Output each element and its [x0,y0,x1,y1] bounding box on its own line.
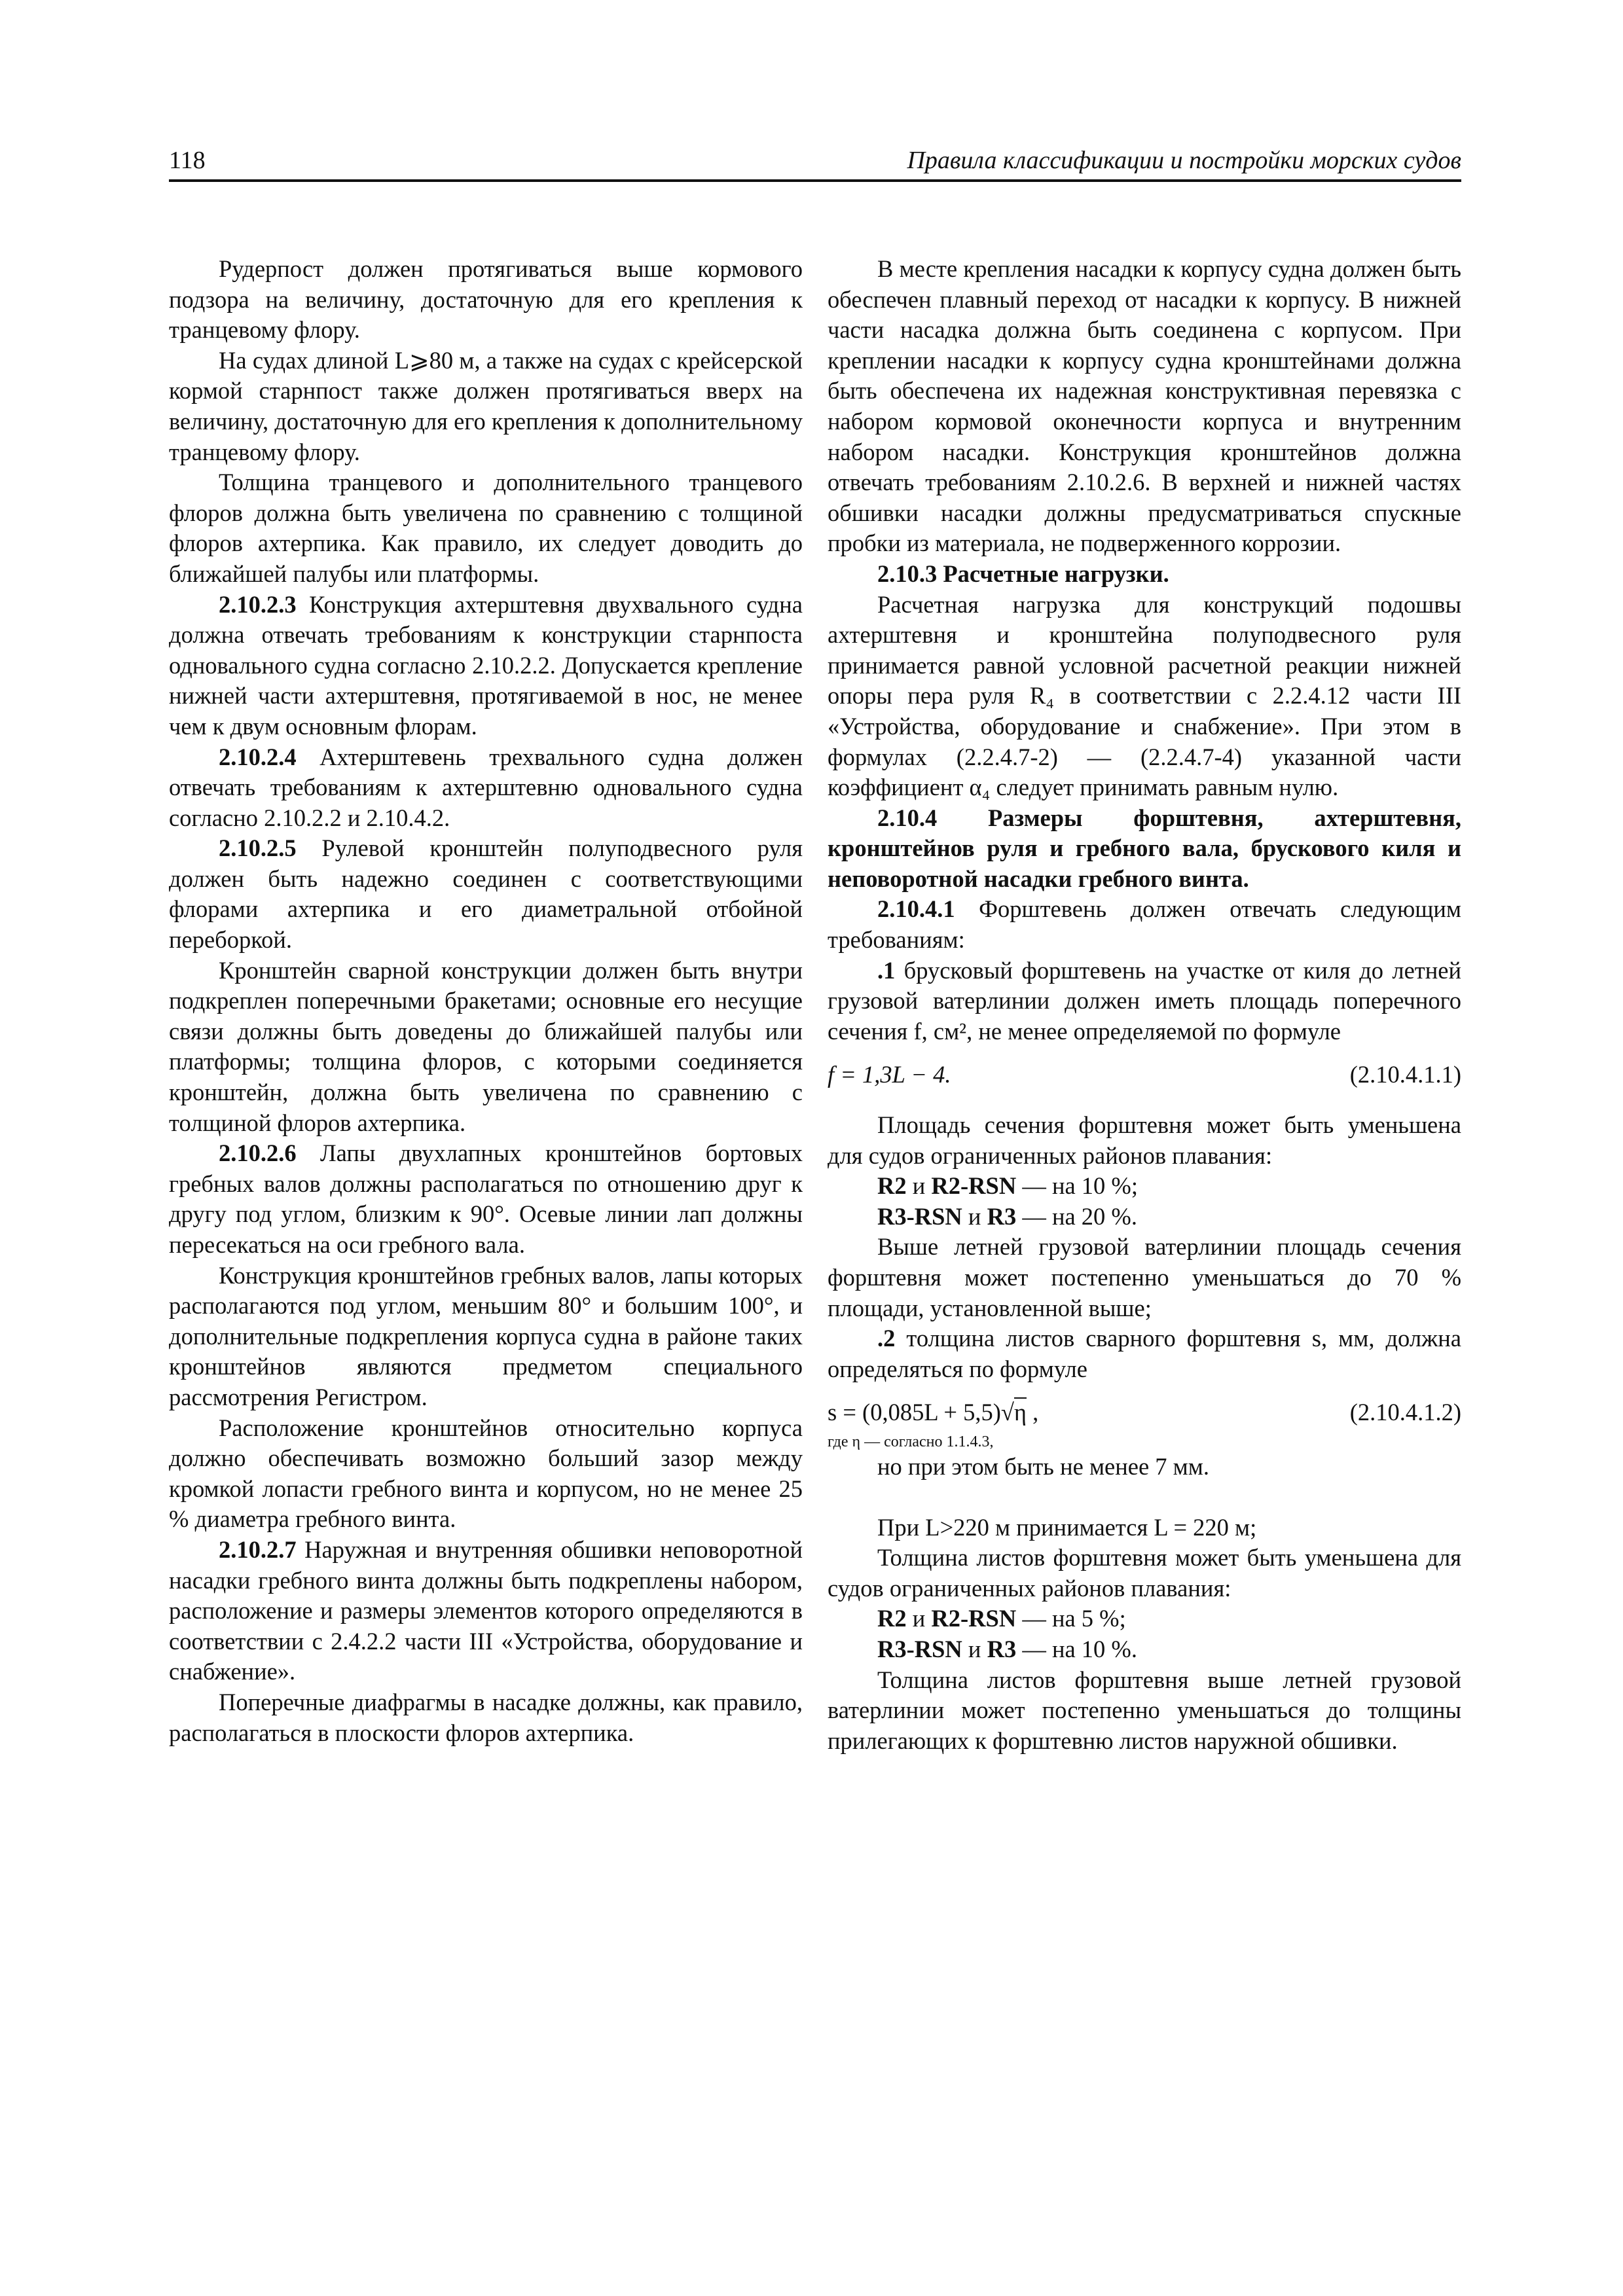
paragraph: Выше летней грузовой ватерлинии площадь сечения форштевня может постепенно уменьшаться до 70 % площади, установленной выше; [828,1233,1461,1321]
section-2-10-4-1: 2.10.4.1 Форштевень должен отвечать следующим требованиям: [828,895,1461,954]
formula-number: (2.10.4.1.1) [1349,1061,1461,1088]
list-item: .1 брусковый форштевень на участке от киля до летней грузовой ватерлинии должен иметь площадь поперечного сечения f, см², не менее определяемой по формуле [828,956,1461,1045]
reduction-r3: R3-RSN и R3 — на 10 %. [877,1635,1137,1662]
running-title: Правила классификации и постройки морских судов [907,147,1461,174]
paragraph: Площадь сечения форштевня может быть уменьшена для судов ограниченных районов плавания: [828,1111,1461,1169]
paragraph: Толщина транцевого и дополнительного транцевого флоров должна быть увеличена по сравнению с толщиной флоров ахтерпика. Как правило, их следует доводить до ближайшей палубы или платформы. [169,469,803,587]
item-number: .2 [877,1325,896,1352]
formula-2-10-4-1-2 [828,1397,1461,1428]
formula-2-10-4-1-1 [828,1060,1461,1090]
paragraph: При L>220 м принимается L = 220 м; [877,1513,1257,1541]
formula-expression: s = (0,085L + 5,5)√η , [828,1399,1039,1426]
section-number: 2.10.4.1 [877,895,955,923]
paragraph: Конструкция кронштейнов гребных валов, лапы которых располагаются под углом, меньшим 80° и большим 100°, и дополнительные подкрепления корпуса судна в районе таких кронштейнов являются предметом специального рассмотрения Регистром. [169,1261,803,1410]
item-number: .1 [877,956,896,984]
section-heading-2-10-3: 2.10.3 Расчетные нагрузки. [877,560,1169,587]
paragraph: Толщина листов форштевня выше летней грузовой ватерлинии может постепенно уменьшаться до толщины прилегающих к форштевню листов наружной обшивки. [828,1666,1461,1754]
formula-expression: f = 1,3L − 4. [828,1061,951,1088]
reduction-r3: R3-RSN и R3 — на 20 %. [877,1202,1137,1230]
right-column [828,254,1461,1756]
reduction-r2: R2 и R2-RSN — на 5 %; [877,1605,1126,1632]
section-2-10-2-7: 2.10.2.7 Наружная и внутренняя обшивки неповоротной насадки гребного винта должны быть подкреплены набором, расположение и размеры элементов которого определяются в соответствии с 2.4.2.2 части III «Устройства, оборудование и снабжение». [169,1535,803,1685]
section-2-10-2-4: 2.10.2.4 Ахтерштевень трехвального судна должен отвечать требованиям к ахтерштевню одновального судна согласно 2.10.2.2 и 2.10.4.2. [169,743,803,831]
paragraph: Кронштейн сварной конструкции должен быть внутри подкреплен поперечными бракетами; основные его несущие связи должны быть доведены до ближайшей палубы или платформы; толщина флоров, с которыми соединяется кронштейн, должна быть увеличена по сравнению с толщиной флоров ахтерпика. [169,956,803,1136]
paragraph: В месте крепления насадки к корпусу судна должен быть обеспечен плавный переход от насадки к корпусу. В нижней части насадка должна быть соединена с корпусом. При креплении насадки к корпусу судна кронштейнами должна быть обеспечена их надежная конструктивная перевязка с набором кормовой оконечности корпуса и внутренним набором насадки. Конструкция кронштейнов должна отвечать требованиям 2.10.2.6. В верхней и нижней частях обшивки насадки должны предусматриваться спускные пробки из материала, не подверженного коррозии. [828,255,1461,557]
list-item: .2 толщина листов сварного форштевня s, мм, должна определяться по формуле [828,1325,1461,1382]
paragraph: Рудерпост должен протягиваться выше кормового подзора на величину, достаточную для его крепления к транцевому флору. [169,255,803,344]
paragraph: На судах длиной L⩾80 м, а также на судах с крейсерской кормой старнпост также должен протягиваться вверх на величину, достаточную для его крепления к дополнительному транцевому флору. [169,346,803,465]
section-2-10-2-5: 2.10.2.5 Рулевой кронштейн полуподвесного руля должен быть надежно соединен с соответствующими флорами ахтерпика и его диаметральной отбойной переборкой. [169,834,803,954]
section-number: 2.10.2.3 [219,590,297,618]
section-2-10-2-3: 2.10.2.3 Конструкция ахтерштевня двухвального судна должна отвечать требованиям к конструкции старнпоста одновального судна согласно 2.10.2.2. Допускается крепление нижней части ахтерштевня, протягиваемой в нос, не менее чем к двум основным флорам. [169,590,803,740]
paragraph: Поперечные диафрагмы в насадке должны, как правило, располагаться в плоскости флоров ахтерпика. [169,1688,803,1746]
left-column [169,254,803,1748]
page-header [169,145,1461,182]
page-number: 118 [169,147,206,174]
formula-where: где η — согласно 1.1.4.3, [828,1433,994,1450]
reduction-r2: R2 и R2-RSN — на 10 %; [877,1172,1138,1200]
paragraph: но при этом быть не менее 7 мм. [877,1452,1209,1480]
section-number: 2.10.2.4 [219,743,297,770]
section-2-10-2-6: 2.10.2.6 Лапы двухлапных кронштейнов бортовых гребных валов должны располагаться по отношению друг к другу под углом, близким к 90°. Осевые линии лап должны пересекаться на оси гребного вала. [169,1139,803,1258]
section-number: 2.10.2.5 [219,834,297,862]
paragraph: Толщина листов форштевня может быть уменьшена для судов ограниченных районов плавания: [828,1544,1461,1602]
section-number: 2.10.2.6 [219,1139,297,1167]
section-heading-2-10-4: 2.10.4 Размеры форштевня, ахтерштевня, кронштейнов руля и гребного вала, брускового киля и неповоротной насадки гребного винта. [828,804,1461,892]
section-number: 2.10.2.7 [219,1535,297,1563]
paragraph: Расположение кронштейнов относительно корпуса должно обеспечивать возможно больший зазор между кромкой лопасти гребного винта и корпусом, но не менее 25 % диаметра гребного винта. [169,1414,803,1533]
formula-number: (2.10.4.1.2) [1349,1399,1461,1426]
paragraph: Расчетная нагрузка для конструкций подошвы ахтерштевня и кронштейна полуподвесного руля принимается равной условной расчетной реакции нижней опоры пера руля R₄ в соответствии с 2.2.4.12 части III «Устройства, оборудование и снабжение». При этом в формулах (2.2.4.7-2) — (2.2.4.7-4) указанной части коэффициент α₄ следует принимать равным нулю. [828,590,1461,801]
spacer [828,1482,1461,1513]
